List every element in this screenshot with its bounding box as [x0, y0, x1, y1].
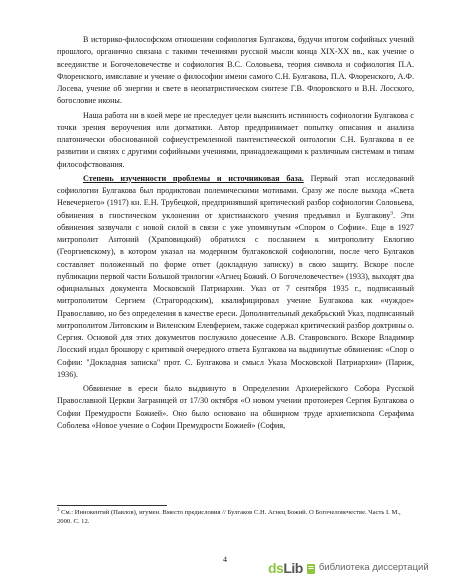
- watermark-logo-part2: Lib: [283, 560, 303, 576]
- paragraph-4: Обвинение в ереси было выдвинуто в Определении Архиерейского Собора Русской Православной Церкви Заграницей от 17/30 октября «О новом учении протоиерея Сергия Булгакова о Софии Премудрости Божией». Оно было основано на обширном труде архиепископа Серафима Соболева «Новое учение о Софии Премудрости Божией» (София,: [57, 384, 414, 430]
- document-body: [57, 34, 414, 432]
- paragraph-1: В историко-философском отношении софиология Булгакова, будучи итогом софийных учений прошлого, органично связана с такими течениями русской мысли конца XIX-XX вв., как учение о всеединстве и Богочеловечестве и софиология B.C. Соловьева, теория символа и софиология П.А. Флоренского, имяславие и учение о философии имени самого С.Н. Булгакова, П.А. Флоренского, А.Ф. Лосева, учение об энергии и свете в неопатристическом синтезе Г.В. Флоровского и В.Н. Лосского, богословие иконы.: [57, 35, 414, 106]
- book-icon: [306, 563, 316, 575]
- watermark-caption: библиотека диссертаций: [318, 562, 429, 574]
- paragraph-3: [57, 173, 414, 381]
- paragraph-3-text-a: Первый этап исследований софиологии Булгакова был продиктован полемическими мотивами. Сразу же после выхода «Света Невечернего» (1917) кн. Е.Н. Трубецкой, предпринявший критический разбор софиологии Соловьева, обвинения в гностическом уклонении от христианского учения предъявил и Булгакову: [57, 173, 414, 220]
- footnote-text: См.: Иннокентий (Павлов), игумен. Вместо предисловия // Булгаков С.Н. Агнец Божий. О Богочеловечестве. Часть I. М., 2000. С. 12.: [57, 509, 401, 525]
- page-number: 4: [223, 555, 227, 564]
- footnote: [57, 508, 414, 526]
- watermark-logo: [268, 561, 303, 575]
- paragraph-2: Наша работа ни в коей мере не преследует цели выяснить истинность софиологии Булгакова с точки зрения вероучения или догматики. Автор предпринимает попытку описания и анализа платонически обоснованной софиеустремленной пантеистической онтологии С.Н. Булгакова в ее развитии и связях с другими софийными учениями, принадлежащими к различным системам и типам философствования.: [57, 110, 414, 169]
- footnote-reference[interactable]: 3: [390, 209, 394, 216]
- paragraph-3-text-b: . Эти обвинения зазвучали с новой силой в связи с уже упомянутым «Спором о Софии». Еще в 1927 митрополит Антоний (Храповицкий) обратился с посланием к митрополиту Евлогию (Георгиевскому), в котором указал на модернизм булгаковской софиологии, после чего Булгаков составляет положенный по форме ответ (докладную записку) в свою защиту. Вскоре после публикации первой части Большой трилогии «Агнец Божий. О Богочеловечестве» (1933), выходят два официальных документа Московской Патриархии. Указ от 7 сентября 1935 г., подписанный митрополитом Сергием (Страгородским), квалифицировал учение Булгакова как «чуждое» Православию, но без определения в качестве ереси. Дополнительный декабрьский Указ, подписанный митрополитом Литовским и Виленским Елевферием, также содержал критический разбор доктрины о. Сергия. Основой для этих документов послужило донесение А.В. Ставровского. Вскоре Владимир Лосский издал брошюру с критикой очередного ответа Булгакова на выдвинутые обвинения: «Спор о Софии: "Докладная записка" прот. С. Булгакова и смысл Указа Московской Патриархии» (Париж, 1936).: [57, 210, 414, 379]
- watermark[interactable]: [268, 561, 429, 575]
- watermark-logo-part1: ds: [268, 560, 284, 576]
- section-heading: Степень изученности проблемы и источниковая база.: [83, 173, 304, 183]
- footnote-divider: [57, 505, 167, 506]
- footnote-mark: 3: [57, 507, 60, 513]
